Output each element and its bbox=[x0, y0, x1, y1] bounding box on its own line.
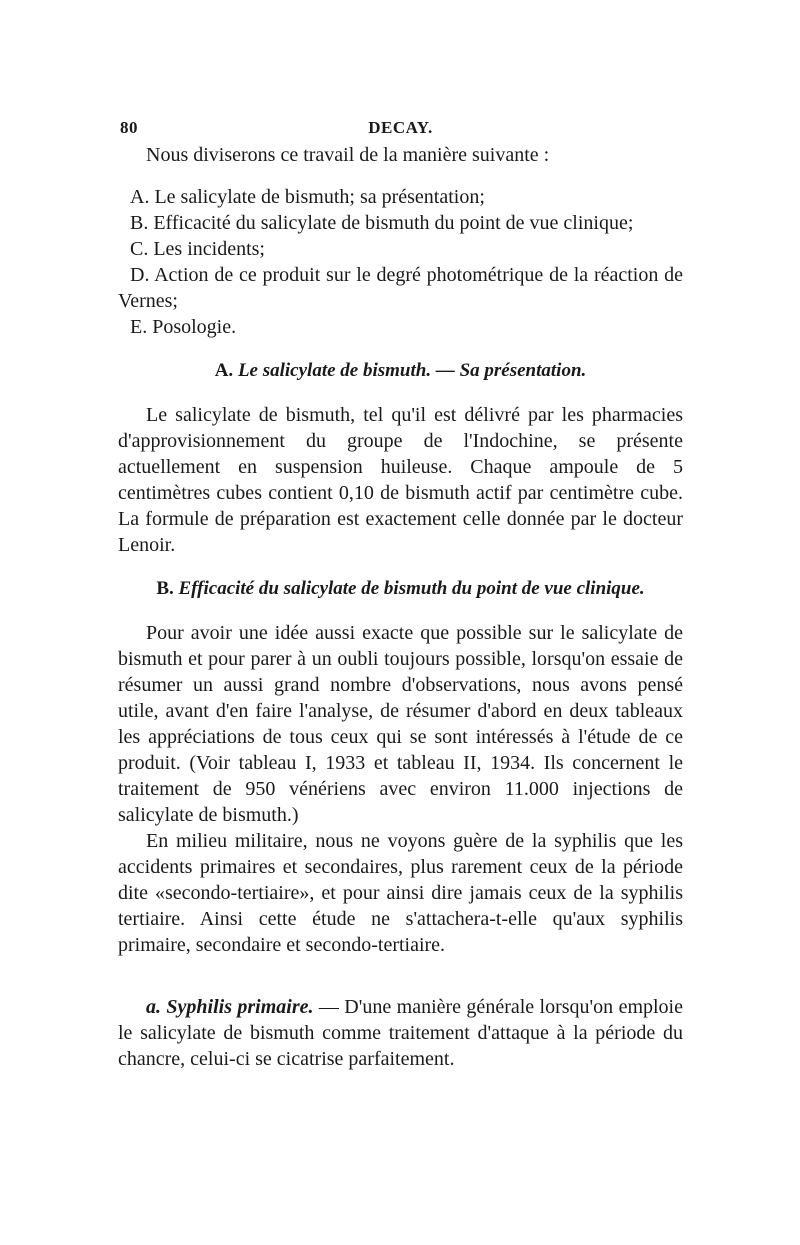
page-number: 80 bbox=[120, 118, 138, 137]
section-a-title: Le salicylate de bismuth. — Sa présentation. bbox=[237, 360, 587, 381]
running-title: DECAY. bbox=[368, 118, 433, 137]
section-a-paragraph: Le salicylate de bismuth, tel qu'il est délivré par les pharmacies d'approvisionnement du groupe de l'Indochine, se présente actuellement en suspension huileuse. Chaque ampoule de 5 centimètres cubes contient 0,10 de bismuth actif par centimètre cube. La formule de préparation est exactement celle donnée par le docteur Lenoir. bbox=[118, 404, 683, 556]
outline-item-d: D. Action de ce produit sur le degré photométrique de la réaction de Vernes; bbox=[118, 264, 683, 312]
subsection-a-paragraph bbox=[118, 994, 683, 1072]
outline-item-b: B. Efficacité du salicylate de bismuth du point de vue clinique; bbox=[130, 212, 634, 234]
subsection-a-text: — D'une manière générale lorsqu'on emploie le salicylate de bismuth comme traitement d'attaque à la période du chancre, celui-ci se cicatrise parfaitement. bbox=[118, 996, 683, 1070]
section-b-title: Efficacité du salicylate de bismuth du point de vue clinique. bbox=[178, 578, 645, 599]
page-header bbox=[118, 118, 683, 142]
section-a-heading bbox=[118, 358, 683, 384]
intro-paragraph: Nous diviserons ce travail de la manière suivante : bbox=[146, 144, 550, 166]
section-b-heading bbox=[118, 576, 683, 602]
section-b-letter: B. bbox=[156, 578, 174, 599]
outline-item-c: C. Les incidents; bbox=[130, 238, 265, 260]
outline-item-a: A. Le salicylate de bismuth; sa présentation; bbox=[130, 186, 485, 208]
outline-item-e: E. Posologie. bbox=[130, 316, 237, 338]
section-b-paragraph-1: Pour avoir une idée aussi exacte que possible sur le salicylate de bismuth et pour parer à un oubli toujours possible, lorsqu'on essaie de résumer un aussi grand nombre d'observations, nous avons pensé utile, avant d'en faire l'analyse, de résumer d'abord en deux tableaux les appréciations de tous ceux qui se sont intéressés à l'étude de ce produit. (Voir tableau I, 1933 et tableau II, 1934. Ils concernent le traitement de 950 vénériens avec environ 11.000 injections de salicylate de bismuth.) bbox=[118, 622, 683, 826]
subsection-a-label: a. Syphilis primaire. bbox=[146, 996, 314, 1018]
section-b-paragraph-2: En milieu militaire, nous ne voyons guère de la syphilis que les accidents primaires et secondaires, plus rarement ceux de la période dite «secondo-tertiaire», et pour ainsi dire jamais ceux de la syphilis tertiaire. Ainsi cette étude ne s'attachera-t-elle qu'aux syphilis primaire, secondaire et secondo-tertiaire. bbox=[118, 830, 683, 956]
section-a-letter: A. bbox=[214, 360, 234, 381]
document-page bbox=[118, 118, 683, 1072]
body-text bbox=[118, 142, 683, 1072]
